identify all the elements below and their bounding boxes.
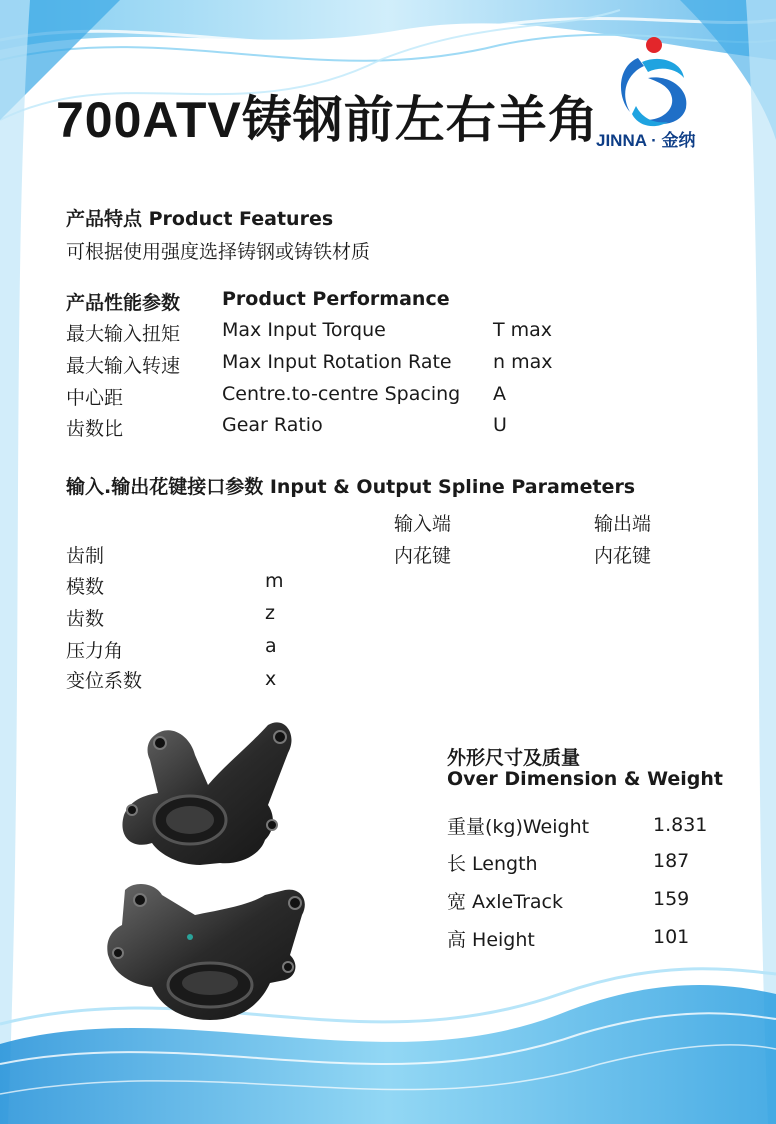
dimension-row-value: 159 [653, 888, 690, 910]
spline-row-symbol: z [265, 602, 275, 624]
spline-col-input: 输入端 [394, 513, 452, 535]
spline-col-output: 输出端 [594, 513, 652, 535]
performance-row-symbol: A [493, 383, 506, 405]
spline-row-symbol: a [265, 635, 277, 657]
spline-row-label: 齿制 [66, 545, 105, 567]
spline-row-label: 齿数 [66, 608, 105, 630]
performance-row-en: Centre.to-centre Spacing [222, 383, 461, 405]
performance-row-cn: 中心距 [66, 387, 124, 409]
performance-row-en: Gear Ratio [222, 414, 323, 436]
performance-row-cn: 最大输入转速 [66, 355, 181, 377]
features-text: 可根据使用强度选择铸钢或铸铁材质 [66, 241, 371, 263]
spline-row-symbol: x [265, 668, 277, 690]
dimension-heading-en: Over Dimension & Weight [447, 768, 723, 790]
performance-row-symbol: U [493, 414, 507, 436]
performance-row-symbol: n max [493, 351, 553, 373]
logo-text: JINNA · 金纳 [596, 131, 696, 150]
performance-row-cn: 齿数比 [66, 418, 124, 440]
performance-row-symbol: T max [493, 319, 553, 341]
dimension-row-label: 长 Length [447, 853, 538, 875]
dimension-row-value: 101 [653, 926, 690, 948]
steering-knuckle-image [100, 715, 315, 1035]
dimension-row-value: 1.831 [653, 814, 708, 836]
performance-row-en: Max Input Torque [222, 319, 386, 341]
spline-row-input: 内花键 [394, 545, 452, 567]
dimension-row-label: 重量(kg)Weight [447, 816, 590, 838]
spline-heading: 输入.输出花键接口参数 Input & Output Spline Parameters [66, 476, 636, 498]
dimension-row-value: 187 [653, 850, 690, 872]
performance-row-en: Max Input Rotation Rate [222, 351, 452, 373]
spline-row-label: 压力角 [66, 640, 124, 662]
features-heading: 产品特点 Product Features [66, 208, 334, 230]
spline-row-label: 模数 [66, 576, 105, 598]
performance-heading-cn: 产品性能参数 [66, 292, 181, 314]
dimension-row-label: 高 Height [447, 929, 535, 951]
spline-row-label: 变位系数 [66, 670, 143, 692]
spline-row-output: 内花键 [594, 545, 652, 567]
spline-row-symbol: m [265, 570, 284, 592]
page-title: 700ATV铸钢前左右羊角 [56, 92, 599, 148]
performance-heading-en: Product Performance [222, 288, 450, 310]
performance-row-cn: 最大输入扭矩 [66, 323, 181, 345]
dimension-row-label: 宽 AxleTrack [447, 891, 563, 913]
dimension-heading-cn: 外形尺寸及质量 [447, 747, 581, 769]
